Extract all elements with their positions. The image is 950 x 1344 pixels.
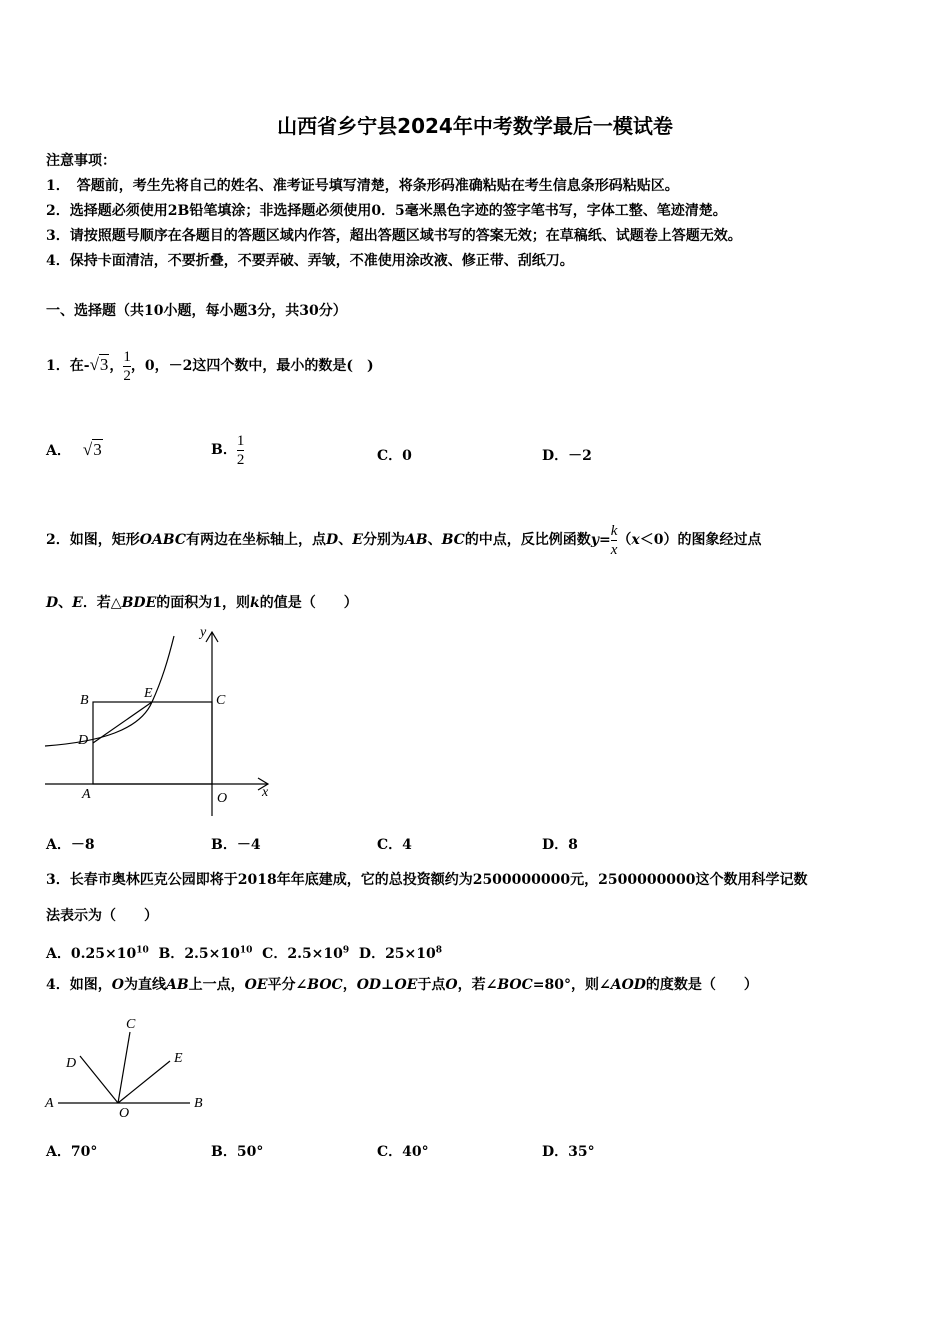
notice-item: 4．保持卡面清洁，不要折叠，不要弄破、弄皱，不准使用涂改液、修正带、刮纸刀。 [46,253,574,269]
q1-option-d[interactable]: D．－2 [542,448,592,464]
q3-option-c[interactable]: C．$2.5\times 10^9$ [262,945,350,962]
q2-option-d[interactable]: D．8 [542,837,578,853]
notice-item: 1． 答题前，考生先将自己的姓名、准考证号填写清楚，将条形码准确粘贴在考生信息条形码粘贴区。 [46,178,679,194]
q2-option-a[interactable]: A．－8 [46,837,95,853]
q3-option-b[interactable]: B．$2.5\times 10^{10}$ [158,945,253,962]
sqrt-expression: √3 [89,355,109,374]
question-2-stem-line2: D、E．若△BDE的面积为1，则k的值是（ ） [46,595,358,611]
question-2-stem-line1: 2．如图，矩形OABC有两边在坐标轴上，点D、E分别为AB、BC的中点，反比例函数y= $\frac{k}{x}$ （x＜0）的图象经过点 [46,522,762,558]
q1-option-b[interactable]: B． $\frac{1}{2}$ [211,432,245,468]
ray-oe [118,1061,170,1103]
label-o: O [217,791,228,806]
q3-option-a[interactable]: A．$0.25\times 10^{10}$ [46,945,149,962]
q4-figure [40,1012,220,1127]
label-e: E [174,1051,183,1066]
label-e: E [144,686,153,701]
page-title: 山西省乡宁县2024年中考数学最后一模试卷 [277,114,673,138]
question-4-stem: 4．如图，O为直线AB上一点，OE平分∠BOC，OD⊥OE于点O，若∠BOC=80°，则∠AOD的度数是（ ） [46,977,758,993]
q1-option-a[interactable]: A． √3 [46,440,102,459]
q2-figure [40,620,280,820]
q3-options [46,941,442,963]
ray-od [80,1056,118,1103]
q2-option-c[interactable]: C．4 [377,837,412,853]
q3-option-d[interactable]: D．$25\times 10^8$ [358,945,443,962]
label-b: B [80,693,89,708]
q4-option-c[interactable]: C．40° [377,1144,429,1160]
rectangle-oabc [93,702,212,784]
question-1-stem: 1．在-√3， $\frac{1}{2}$ ，0，－2这四个数中，最小的数是( ) [46,348,374,384]
q2-option-b[interactable]: B．－4 [211,837,261,853]
question-3-stem-line1: 3．长春市奥林匹克公园即将于2018年年底建成，它的总投资额约为2500000000元，2500000000这个数用科学记数 [46,872,808,888]
fraction: $\frac{1}{2}$ [123,348,131,384]
notice-item: 2．选择题必须使用2B铅笔填涂；非选择题必须使用0．5毫米黑色字迹的签字笔书写，字体工整、笔迹清楚。 [46,203,727,219]
label-a: A [45,1096,54,1111]
segment-de [93,702,152,743]
label-d: D [66,1056,77,1071]
q1-option-c[interactable]: C．0 [377,448,412,464]
label-a: A [82,787,91,802]
notice-heading: 注意事项： [46,153,116,169]
q4-option-a[interactable]: A．70° [46,1144,98,1160]
label-c: C [126,1017,136,1032]
q4-option-d[interactable]: D．35° [542,1144,595,1160]
label-y: y [200,625,207,640]
label-b: B [194,1096,203,1111]
label-c: C [216,693,226,708]
notice-item: 3．请按照题号顺序在各题目的答题区域内作答，超出答题区域书写的答案无效；在草稿纸、试题卷上答题无效。 [46,228,742,244]
question-3-stem-line2: 法表示为（ ） [46,908,158,924]
label-d: D [78,733,89,748]
label-o: O [119,1106,130,1121]
label-x: x [262,785,269,800]
q4-option-b[interactable]: B．50° [211,1144,264,1160]
section-heading: 一、选择题（共10小题，每小题3分，共30分） [46,303,347,319]
ray-oc [118,1032,130,1103]
hyperbola-curve [45,636,174,746]
